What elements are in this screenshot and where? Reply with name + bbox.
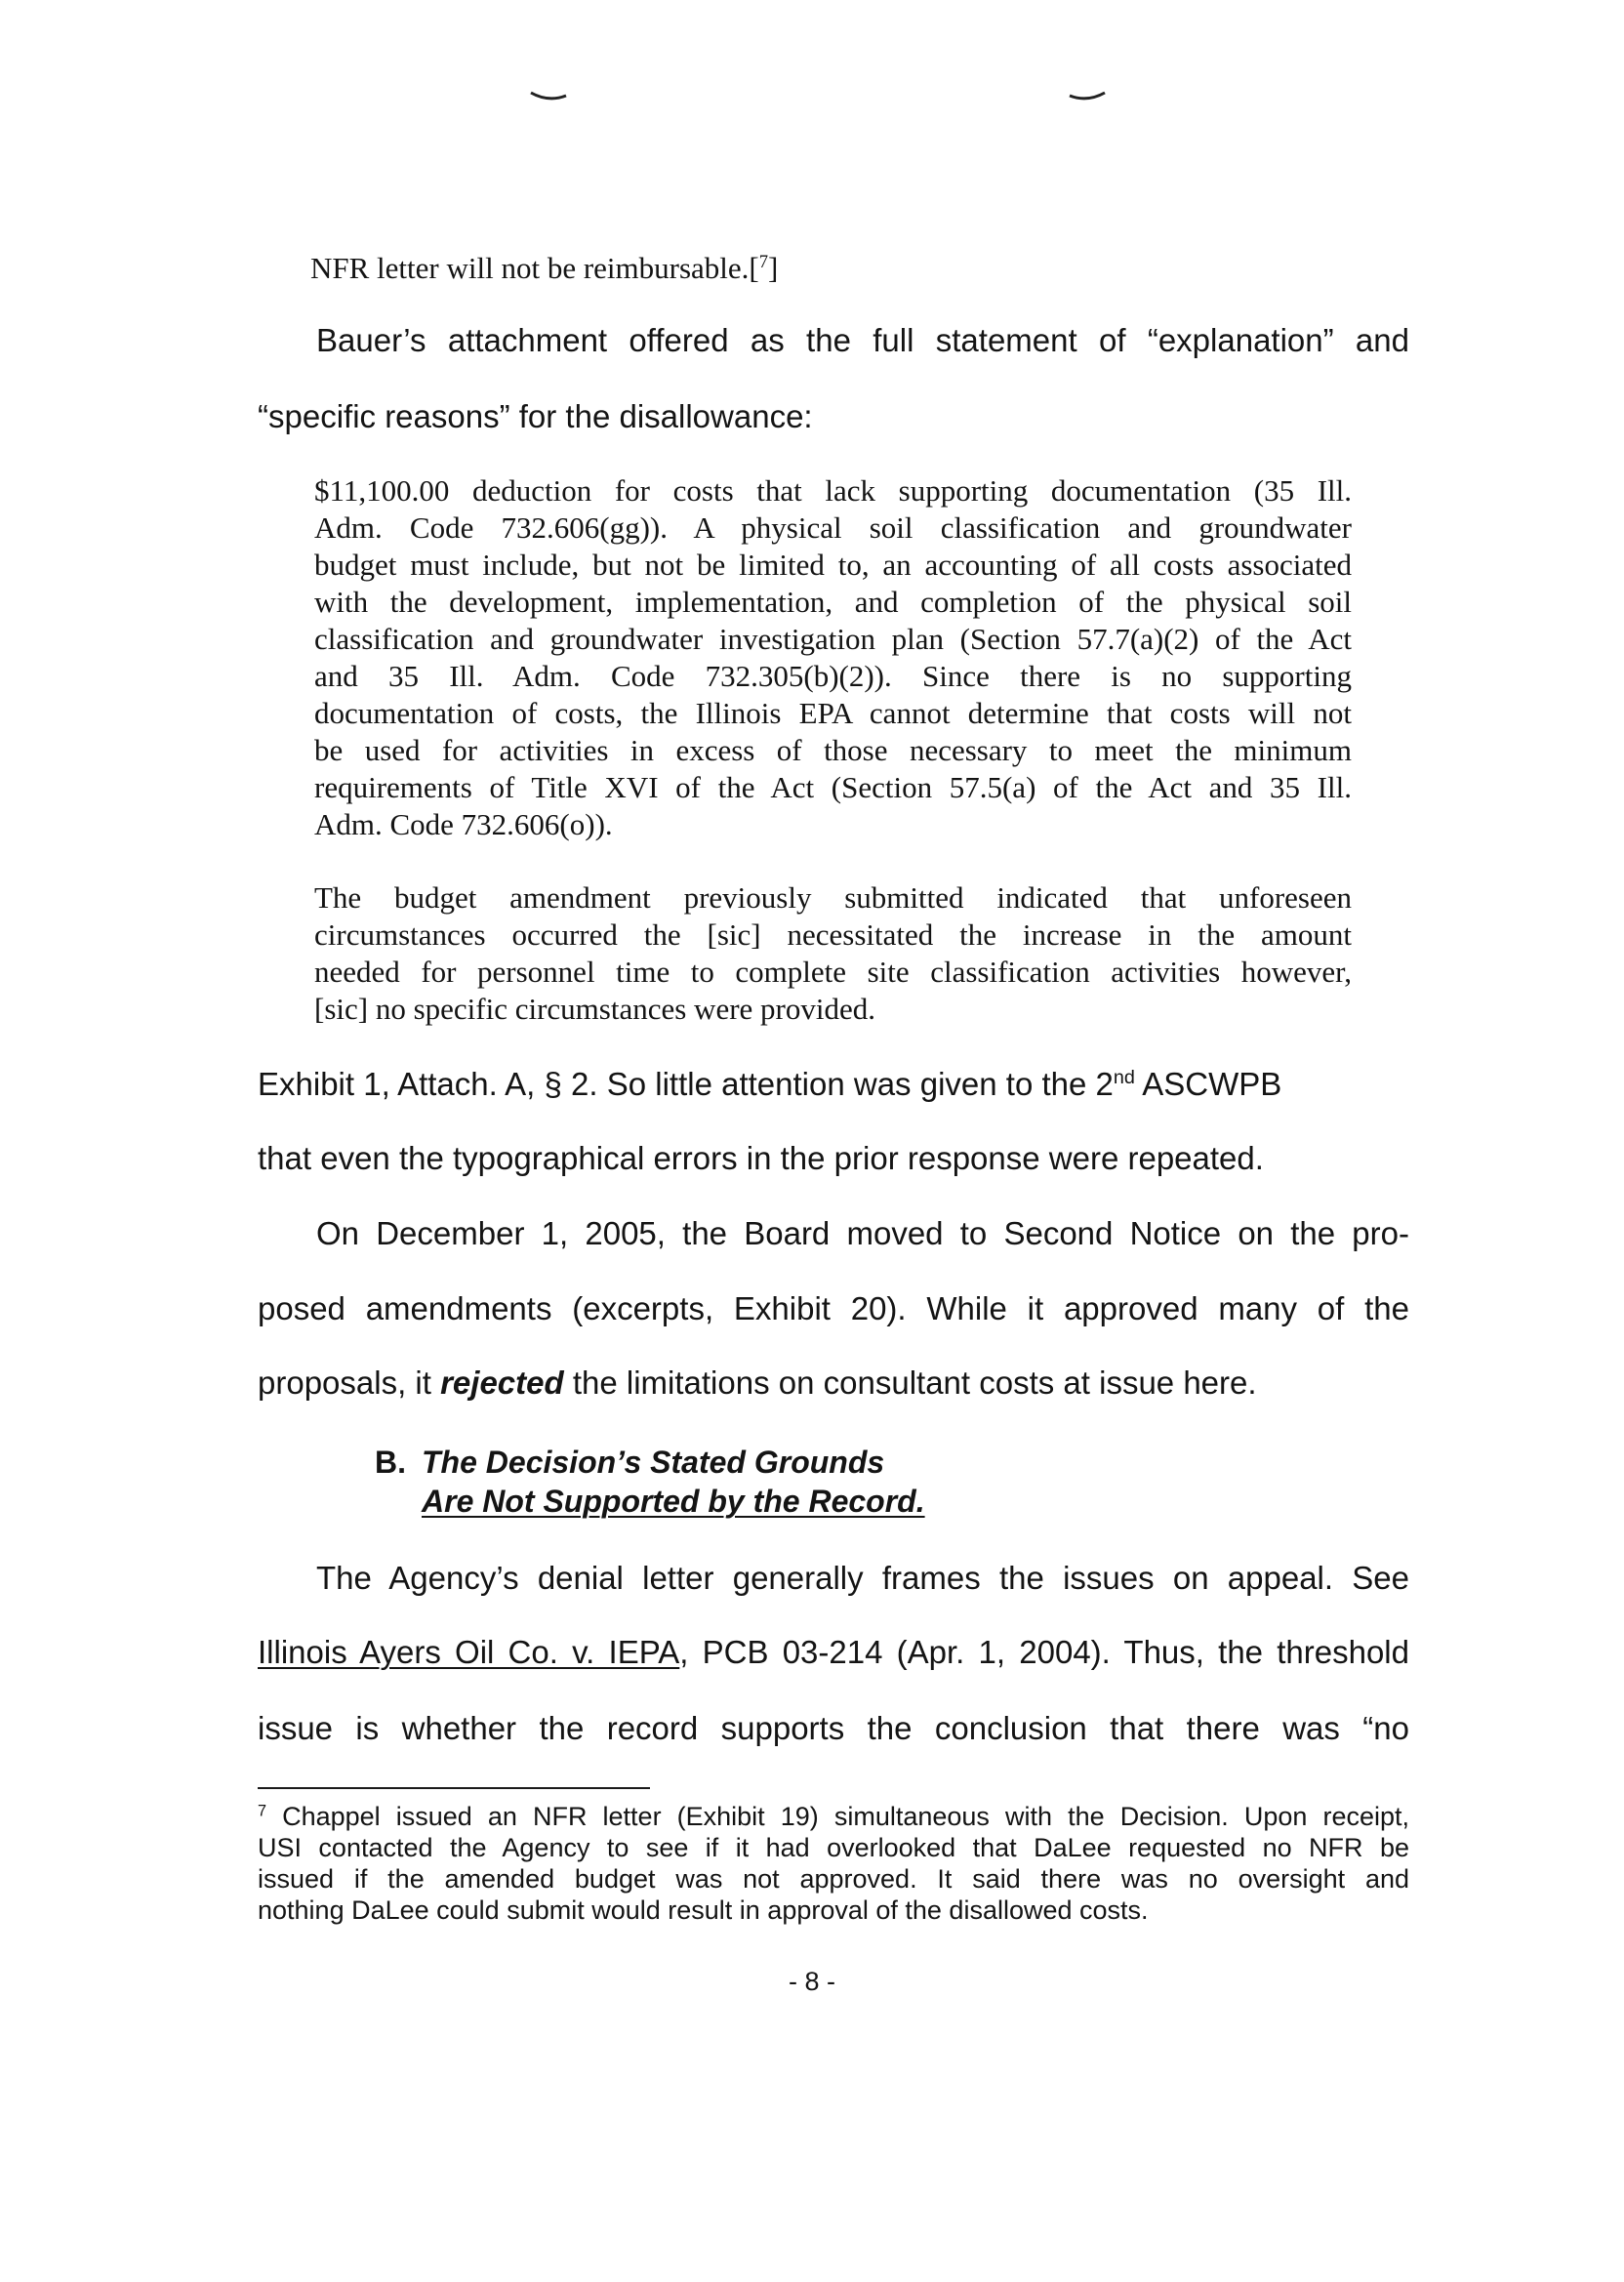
binding-mark-left [529, 90, 568, 103]
agency-paragraph-line-1: The Agency’s denial letter generally frames the issues on appeal. See [316, 1560, 1409, 1596]
exhibit-paragraph-line-2: that even the typographical errors in the prior response were repeated. [258, 1140, 1264, 1176]
quote-line: Adm. Code 732.606(o)). [314, 807, 613, 841]
footnote-divider [258, 1787, 650, 1789]
footnote-line-4: nothing DaLee could submit would result in approval of the disallowed costs. [258, 1895, 1149, 1925]
december-text: proposals, it [258, 1365, 441, 1401]
quote-line: requirements of Title XVI of the Act (Section 57.5(a) of the Act and 35 Ill. [314, 770, 1352, 804]
continued-text-close: ] [768, 251, 779, 285]
footnote-line-2: USI contacted the Agency to see if it had overlooked that DaLee requested no NFR be [258, 1833, 1409, 1862]
quote-line: circumstances occurred the [sic] necessitated the increase in the amount [314, 917, 1352, 952]
intro-paragraph-line-2: “specific reasons” for the disallowance: [258, 398, 813, 434]
quote-line: and 35 Ill. Adm. Code 732.305(b)(2)). Since there is no supporting [314, 659, 1352, 693]
intro-paragraph-line-1: Bauer’s attachment offered as the full statement of “explanation” and [316, 322, 1409, 358]
december-paragraph-line-3 [258, 1365, 1409, 1402]
quote-line: [sic] no specific circumstances were provided. [314, 992, 875, 1026]
exhibit-text: Exhibit 1, Attach. A, § 2. So little attention was given to the 2 [258, 1066, 1114, 1102]
footnote-line-3: issued if the amended budget was not approved. It said there was no oversight and [258, 1864, 1409, 1894]
continued-text-line [310, 251, 778, 286]
heading-line-2 [422, 1484, 925, 1520]
quote-line: Adm. Code 732.606(gg)). A physical soil classification and groundwater [314, 510, 1352, 545]
quote-line: be used for activities in excess of those necessary to meet the minimum [314, 733, 1352, 767]
exhibit-text-end: ASCWPB [1134, 1066, 1282, 1102]
december-text-end: the limitations on consultant costs at issue here. [563, 1365, 1257, 1401]
quote-line: $11,100.00 deduction for costs that lack supporting documentation (35 Ill. [314, 473, 1352, 508]
quote-line: budget must include, but not be limited to, an accounting of all costs associated [314, 548, 1352, 582]
quote-line: classification and groundwater investigation plan (Section 57.7(a)(2) of the Act [314, 622, 1352, 656]
agency-text: , PCB 03-214 (Apr. 1, 2004). Thus, the threshold [679, 1634, 1409, 1670]
december-paragraph-line-1: On December 1, 2005, the Board moved to Second Notice on the pro- [316, 1215, 1409, 1251]
footnote-number: 7 [258, 1802, 267, 1820]
footnote-line-1 [258, 1802, 1409, 1832]
binding-mark-right [1068, 90, 1107, 103]
quote-line: with the development, implementation, and completion of the physical soil [314, 585, 1352, 619]
quote-line: documentation of costs, the Illinois EPA cannot determine that costs will not [314, 696, 1352, 730]
footnote-text: Chappel issued an NFR letter (Exhibit 19) simultaneous with the Decision. Upon receipt, [266, 1802, 1409, 1831]
ordinal-suffix: nd [1113, 1067, 1135, 1089]
heading-letter: B. [375, 1445, 406, 1480]
quote-line: The budget amendment previously submitted indicated that unforeseen [314, 880, 1352, 915]
heading-title: The Decision’s Stated Grounds [422, 1445, 885, 1480]
page-number: - 8 - [788, 1967, 835, 1996]
case-citation: Illinois Ayers Oil Co. v. IEPA [258, 1634, 680, 1670]
heading-title-underlined: Are Not Supported by the Record. [422, 1484, 925, 1519]
exhibit-paragraph-line-1 [258, 1066, 1409, 1103]
continued-text: NFR letter will not be reimbursable.[ [310, 251, 759, 285]
december-paragraph-line-2: posed amendments (excerpts, Exhibit 20). While it approved many of the [258, 1290, 1409, 1326]
agency-paragraph-line-2 [258, 1634, 1409, 1671]
agency-paragraph-line-3: issue is whether the record supports the conclusion that there was “no [258, 1710, 1409, 1746]
heading-line-1 [375, 1445, 884, 1481]
quote-line: needed for personnel time to complete site classification activities however, [314, 955, 1352, 989]
footnote-ref: 7 [758, 251, 769, 272]
emphasis-rejected: rejected [440, 1365, 564, 1401]
